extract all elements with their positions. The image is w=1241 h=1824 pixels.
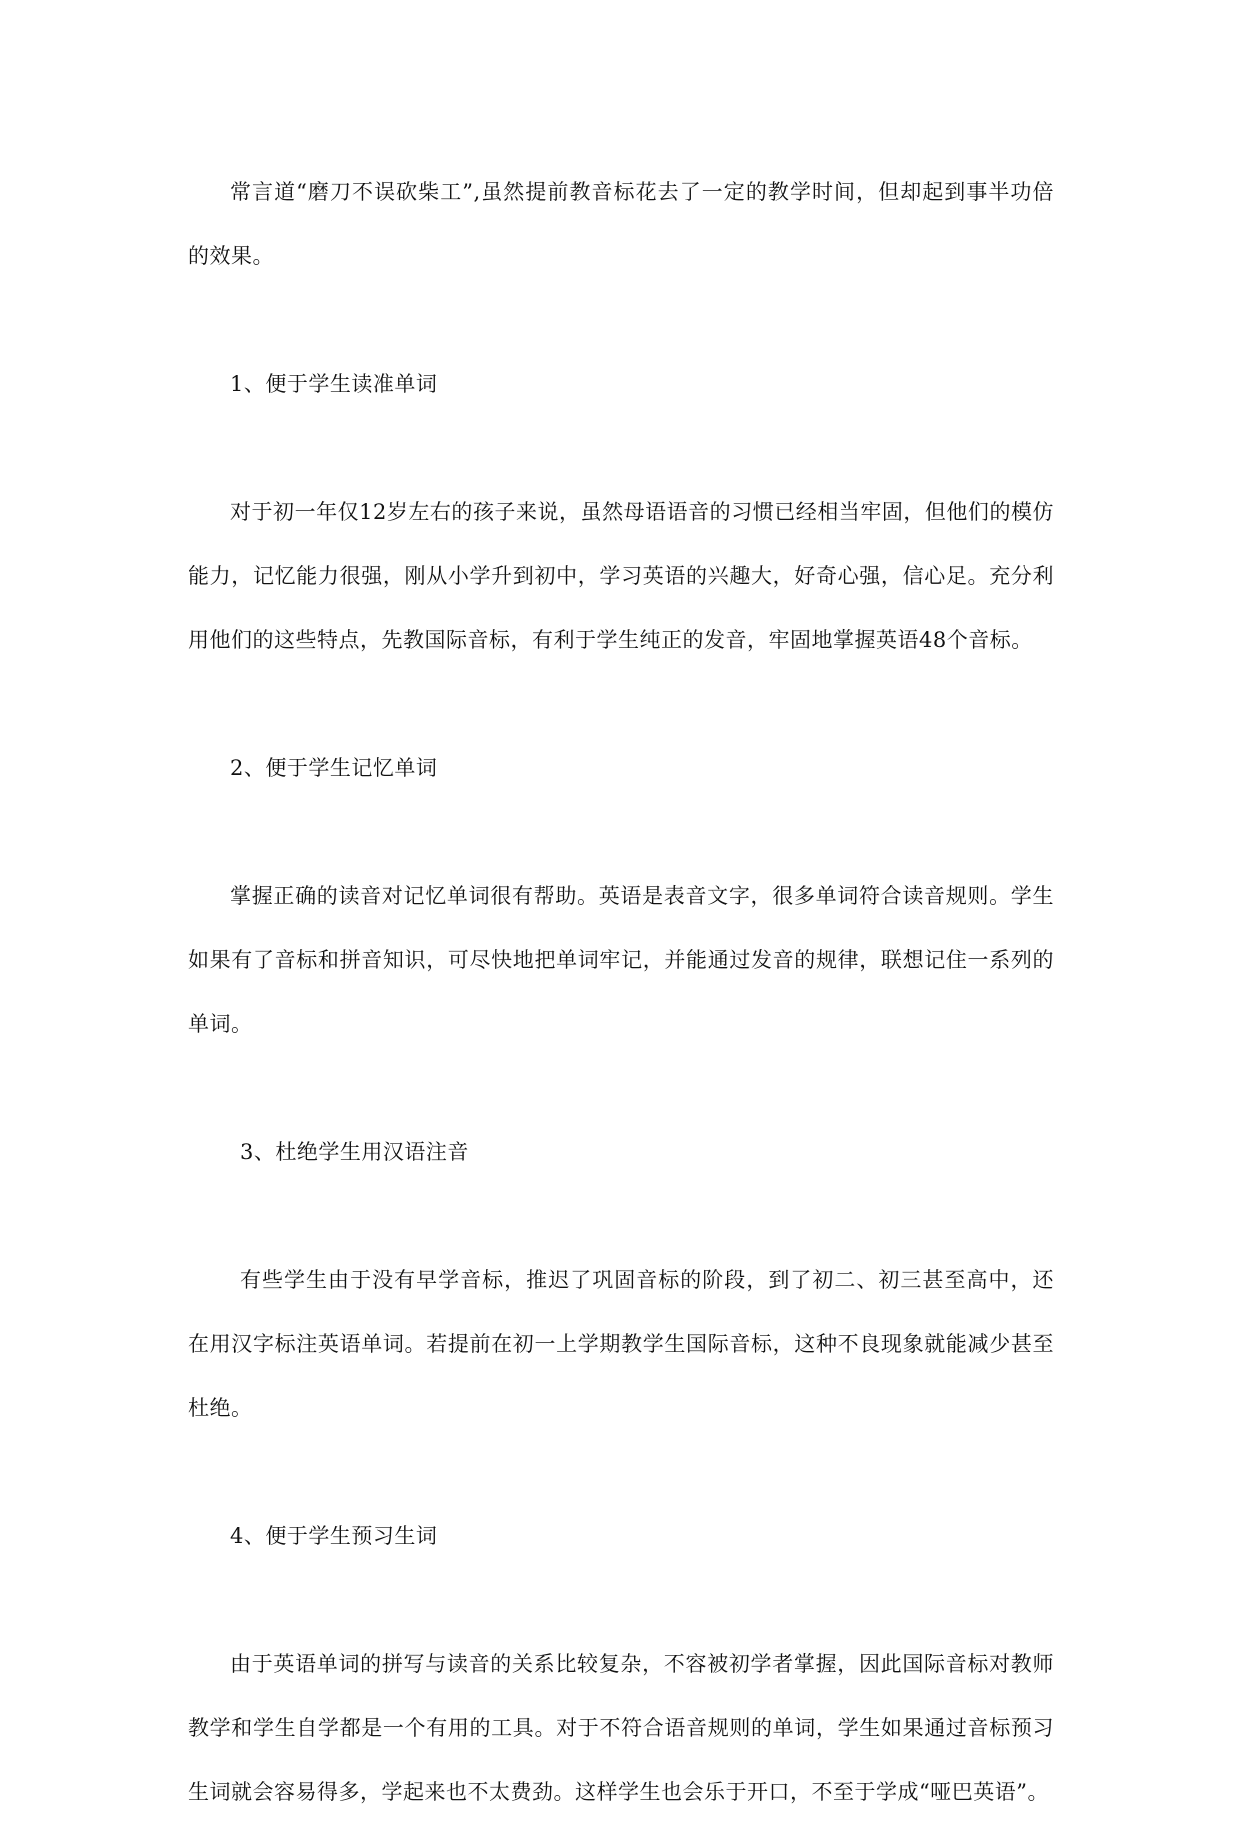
spacer (188, 1184, 1054, 1248)
section-heading-3: 3、杜绝学生用汉语注音 (240, 1140, 469, 1164)
section-heading-1: 1、便于学生读准单词 (230, 372, 438, 396)
spacer (188, 672, 1054, 736)
section-body-4: 由于英语单词的拼写与读音的关系比较复杂，不容被初学者掌握，因此国际音标对教师教学和学生自学都是一个有用的工具。对于不符合语音规则的单词，学生如果通过音标预习生词就会容易得多，学起来也不太费劲。这样学生也会乐于开口，不至于学成“哑巴英语”。 (188, 1652, 1054, 1804)
section-heading-4: 4、便于学生预习生词 (230, 1524, 438, 1548)
spacer (188, 1568, 1054, 1632)
section-body-1: 对于初一年仅12岁左右的孩子来说，虽然母语语音的习惯已经相当牢固，但他们的模仿能力，记忆能力很强，刚从小学升到初中，学习英语的兴趣大，好奇心强，信心足。充分利用他们的这些特点，先教国际音标，有利于学生纯正的发音，牢固地掌握英语48个音标。 (188, 500, 1054, 652)
spacer (188, 1440, 1054, 1504)
section-heading-2: 2、便于学生记忆单词 (230, 756, 438, 780)
spacer (188, 1056, 1054, 1120)
spacer (188, 288, 1054, 352)
spacer (188, 800, 1054, 864)
intro-paragraph: 常言道“磨刀不误砍柴工”,虽然提前教音标花去了一定的教学时间，但却起到事半功倍的效果。 (188, 180, 1054, 268)
section-body-2: 掌握正确的读音对记忆单词很有帮助。英语是表音文字，很多单词符合读音规则。学生如果有了音标和拼音知识，可尽快地把单词牢记，并能通过发音的规律，联想记住一系列的单词。 (188, 884, 1054, 1036)
spacer (188, 416, 1054, 480)
section-body-3: 有些学生由于没有早学音标，推迟了巩固音标的阶段，到了初二、初三甚至高中，还在用汉字标注英语单词。若提前在初一上学期教学生国际音标，这种不良现象就能减少甚至杜绝。 (188, 1268, 1054, 1420)
document-body (188, 160, 1054, 1824)
